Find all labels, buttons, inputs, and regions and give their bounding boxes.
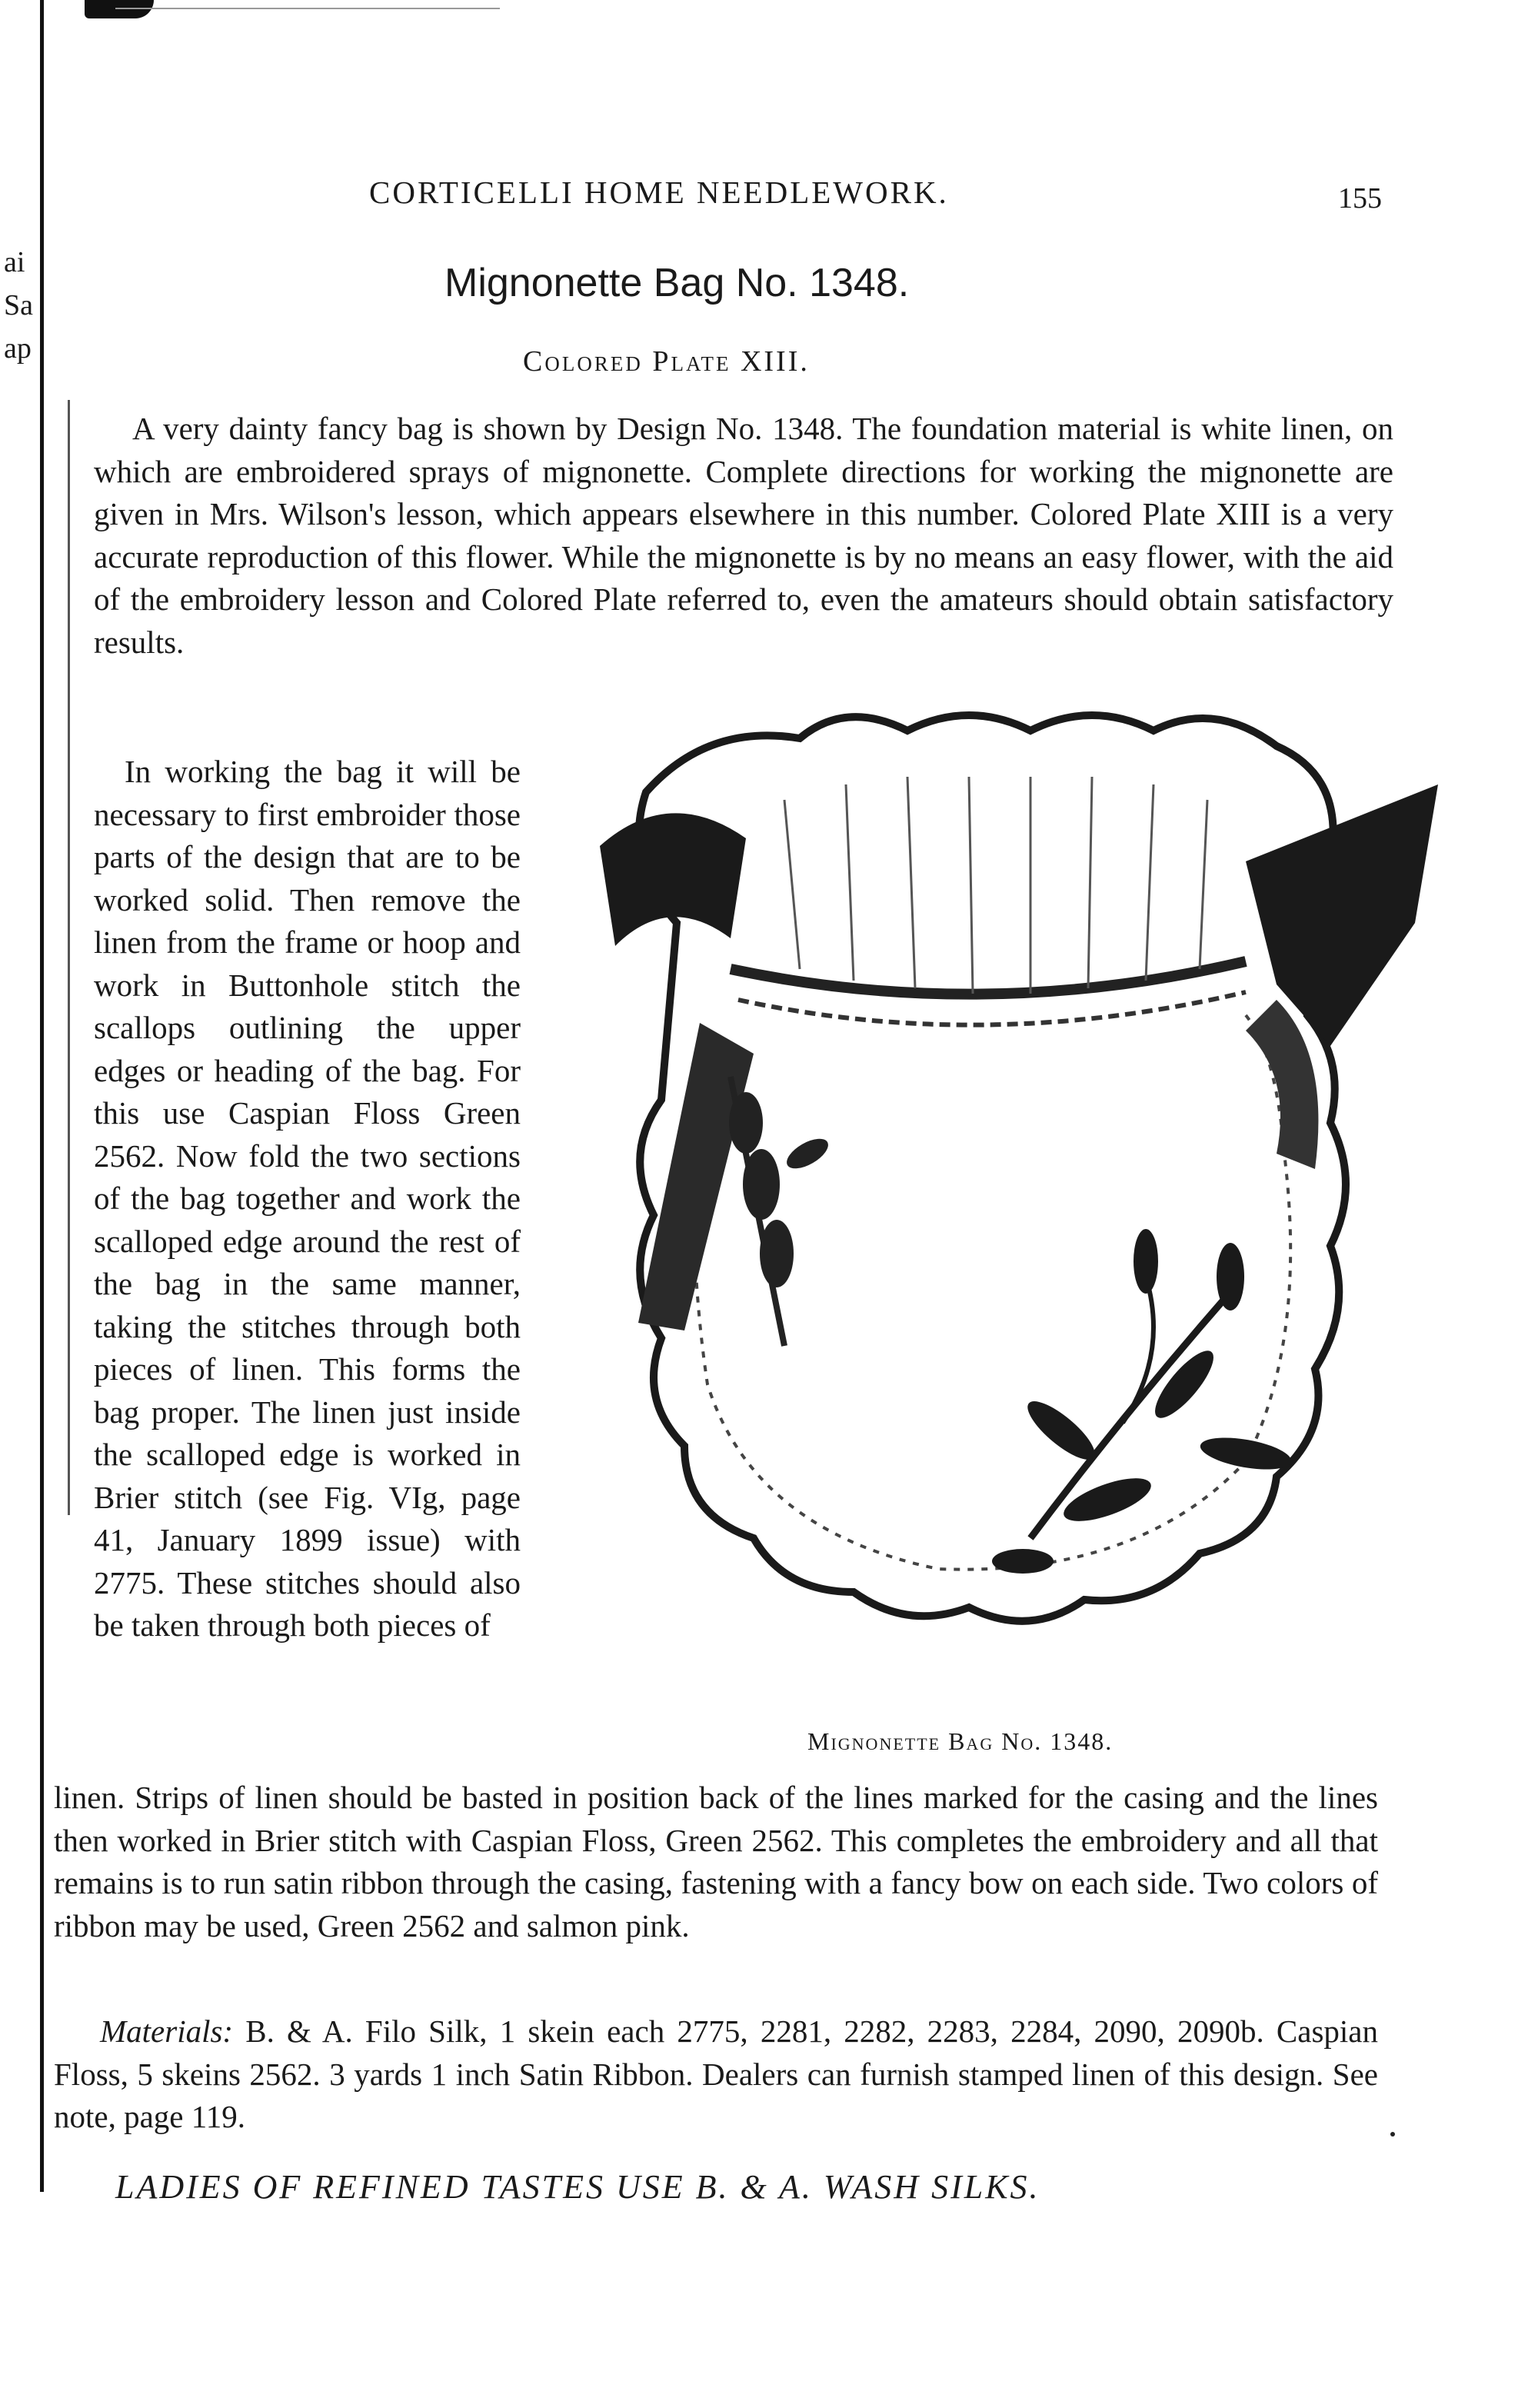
- bag-casing: [731, 961, 1246, 994]
- footer-slogan: LADIES OF REFINED TASTES USE B. & A. WASH SILKS.: [115, 2168, 1040, 2206]
- left-ribbon-tail: [638, 1023, 754, 1331]
- binding-edge: [40, 0, 44, 2192]
- page-number: 155: [1338, 182, 1382, 215]
- bag-illustration: [554, 692, 1453, 1692]
- working-paragraph: In working the bag it will be necessary to first embroider those parts of the design that are to be worked solid. Then remove the linen from the frame or hoop and work in Buttonhole stitch the scallops outlining the upper edges or heading of the bag. For this use Caspian Floss Green 2562. Now fold the two sections of the bag together and work the scalloped edge around the rest of the bag in the same manner, taking the stitches through both pieces of linen. This forms the bag proper. The linen just inside the scalloped edge is worked in Brier stitch (see Fig. VIg, page 41, January 1899 issue) with 2775. These stitches should also be taken through both pieces of: [94, 754, 521, 1643]
- binding-blot: [85, 0, 154, 18]
- bag-drawing: [554, 692, 1453, 1692]
- mignonette-spray-right: [992, 1229, 1293, 1574]
- margin-fragment: ap: [4, 332, 32, 365]
- continued-paragraph: linen. Strips of linen should be basted in position back of the lines marked for the casing and the lines then worked in Brier stitch with Caspian Floss, Green 2562. This completes the embroidery and all that remains is to run satin ribbon through the casing, fastening with a fancy bow on each side. Two colors of ribbon may be used, Green 2562 and salmon pink.: [54, 1780, 1378, 1943]
- illustration-caption: Mignonette Bag No. 1348.: [807, 1727, 1114, 1755]
- binding-shadow: [68, 400, 70, 1515]
- bag-gathers: [784, 777, 1207, 994]
- margin-fragment: Sa: [4, 289, 33, 321]
- right-ribbon-loop: [1246, 1000, 1318, 1169]
- bag-inner-stitch: [694, 1015, 1290, 1570]
- running-head: CORTICELLI HOME NEEDLEWORK.: [369, 175, 949, 210]
- intro-paragraph: A very dainty fancy bag is shown by Design No. 1348. The foundation material is white linen, on which are embroidered sprays of mignonette. Complete directions for working the mignonette are given in Mrs. Wilson's lesson, which appears elsewhere in this number. Colored Plate XIII is a very accurate reproduction of this flower. While the mignonette is by no means an easy flower, with the aid of the embroidery lesson and Colored Plate referred to, even the amateurs should obtain satisfactory results.: [94, 411, 1393, 660]
- materials-label: Materials:: [100, 2013, 234, 2049]
- article-subtitle: Colored Plate XIII.: [523, 345, 810, 378]
- materials-text: B. & A. Filo Silk, 1 skein each 2775, 2281, 2282, 2283, 2284, 2090, 2090b. Caspian Floss, 5 skeins 2562. 3 yards 1 inch Satin Ribbon. Dealers can furnish stamped linen of this design. See note, page 119.: [54, 2013, 1379, 2134]
- margin-fragment: ai: [4, 246, 25, 278]
- materials-paragraph: [54, 2010, 1378, 2139]
- top-rule: [115, 8, 500, 9]
- mignonette-spray-left: [729, 1077, 833, 1346]
- article-title: Mignonette Bag No. 1348.: [444, 261, 910, 305]
- stray-mark: [1390, 2132, 1395, 2137]
